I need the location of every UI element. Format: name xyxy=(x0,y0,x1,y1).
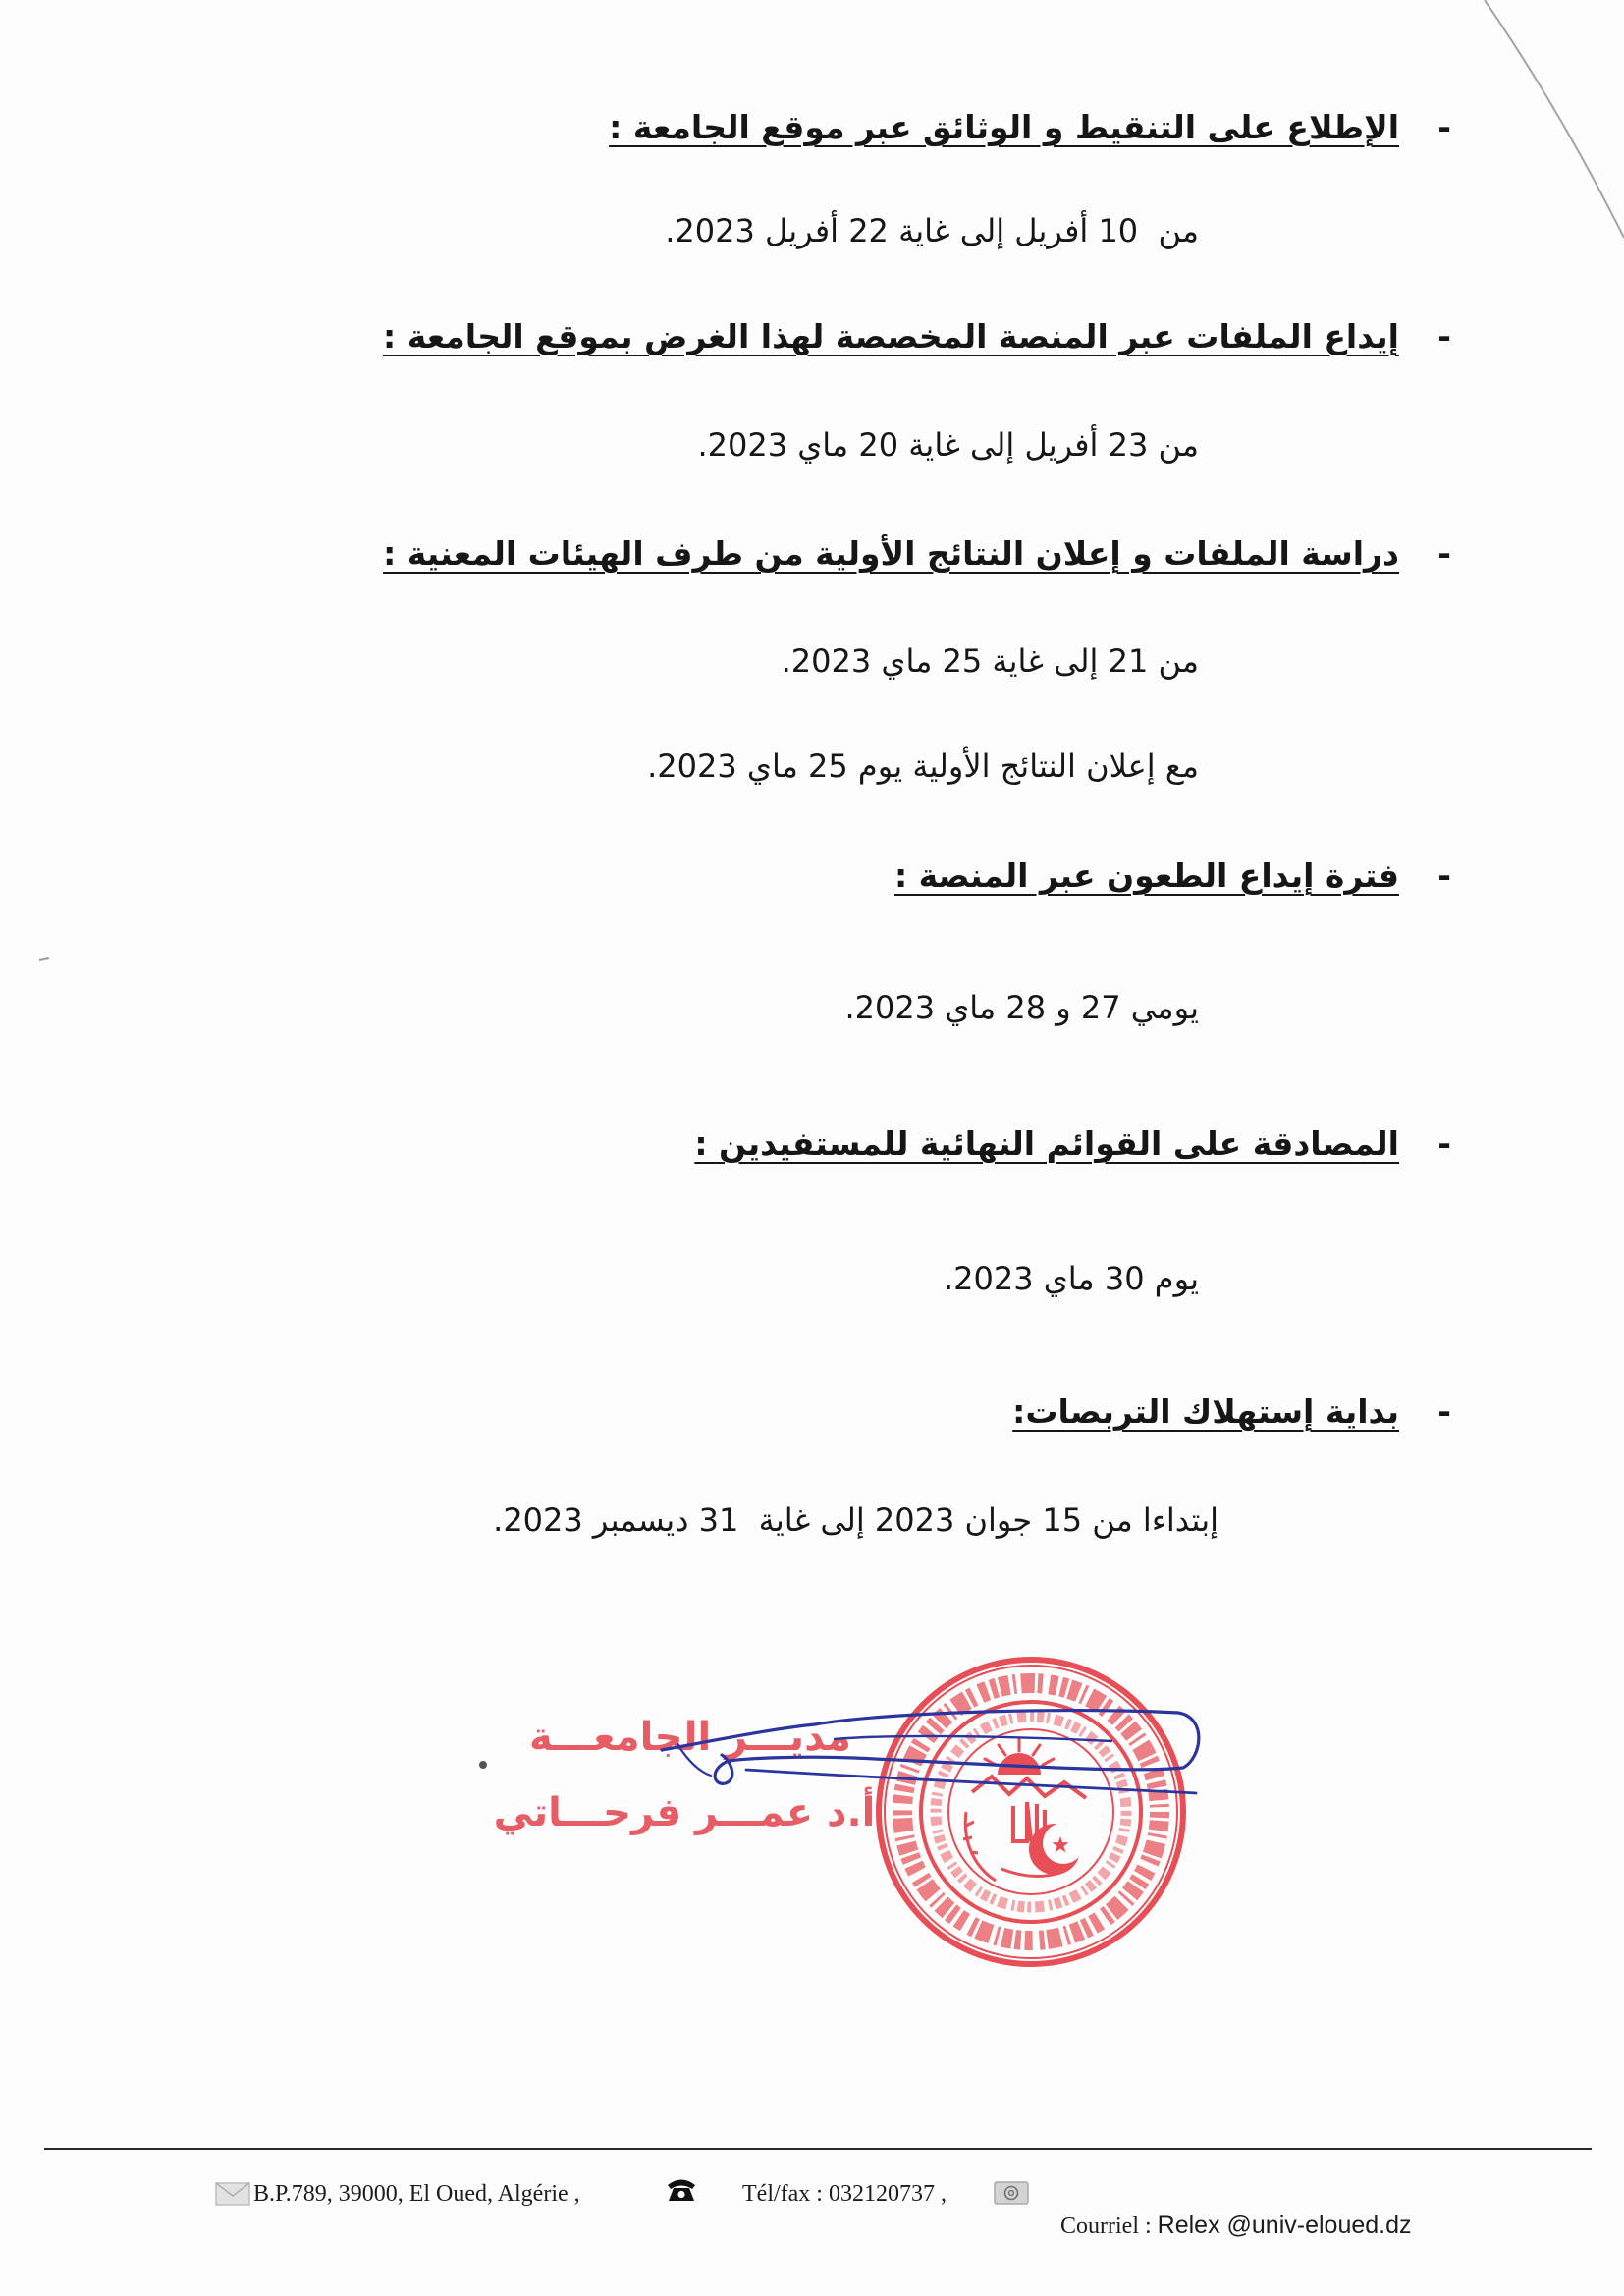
section-4-heading: فترة إيداع الطعون عبر المنصة : xyxy=(893,856,1399,895)
scan-speck xyxy=(39,958,49,960)
footer-tel-fax: Tél/fax : 032120737 , xyxy=(742,2181,947,2207)
scan-fold-line xyxy=(1485,0,1624,238)
bullet-dash: - xyxy=(1437,108,1451,146)
bullet-dash: - xyxy=(1437,1393,1451,1431)
stamp-name: أ.د عمـــر فرحـــاتي xyxy=(493,1790,876,1835)
seal-hand xyxy=(1013,1802,1045,1841)
bullet-dash: - xyxy=(1437,856,1451,895)
seal-outer-ring-thin xyxy=(885,1666,1177,1958)
seal-star xyxy=(1052,1836,1068,1852)
seal-base-line xyxy=(1001,1869,1060,1876)
telephone-icon xyxy=(666,2176,697,2202)
section-2-date-line: من 23 أفريل إلى غاية 20 ماي 2023. xyxy=(697,426,1199,464)
scan-speck xyxy=(479,1761,487,1769)
section-5-date-line: يوم 30 ماي 2023. xyxy=(943,1260,1199,1297)
seal-olive-branch xyxy=(963,1812,996,1881)
section-5-heading: المصادقة على القوائم النهائية للمستفيدين : xyxy=(694,1124,1399,1163)
section-3-date-line: من 21 إلى غاية 25 ماي 2023. xyxy=(781,642,1199,680)
seal-outer-ring xyxy=(879,1660,1183,1964)
seal-crescent xyxy=(1029,1824,1080,1875)
seal-emblem-border xyxy=(948,1729,1113,1894)
footer-email: Relex @univ-eloued.dz xyxy=(1157,2212,1412,2239)
bullet-dash: - xyxy=(1437,1124,1451,1163)
seal-mountains xyxy=(972,1777,1086,1798)
section-6-date-line: إبتداءا من 15 جوان 2023 إلى غاية 31 ديسمبر 2023. xyxy=(493,1502,1218,1539)
footer-address: B.P.789, 39000, El Oued, Algérie , xyxy=(253,2181,580,2207)
section-2-heading: إيداع الملفات عبر المنصة المخصصة لهذا الغرض بموقع الجامعة : xyxy=(383,317,1399,355)
email-icon xyxy=(994,2180,1029,2206)
section-3-heading: دراسة الملفات و إعلان النتائج الأولية من طرف الهيئات المعنية : xyxy=(383,534,1399,573)
footer-divider xyxy=(44,2148,1592,2150)
section-6-heading: بداية إستهلاك التربصات: xyxy=(1012,1393,1399,1431)
bullet-dash: - xyxy=(1437,534,1451,573)
seal-sun xyxy=(985,1739,1054,1775)
footer-email-label: Courriel : xyxy=(1060,2214,1158,2239)
seal-inner-lettering xyxy=(936,1717,1126,1907)
section-1-heading: الإطلاع على التنقيط و الوثائق عبر موقع الجامعة : xyxy=(609,108,1399,146)
seal-outer-lettering xyxy=(902,1683,1160,1941)
stamp-title: مديـــر الجامعـــة xyxy=(529,1715,851,1760)
section-4-date-line: يومي 27 و 28 ماي 2023. xyxy=(844,989,1199,1026)
section-3-results-line: مع إعلان النتائج الأولية يوم 25 ماي 2023. xyxy=(647,747,1199,785)
section-1-date-line: من 10 أفريل إلى غاية 22 أفريل 2023. xyxy=(665,212,1199,249)
footer-email-block xyxy=(1037,2178,1412,2273)
official-seal xyxy=(879,1660,1183,1964)
bullet-dash: - xyxy=(1437,317,1451,355)
seal-inner-ring xyxy=(921,1702,1141,1922)
envelope-icon xyxy=(215,2181,250,2207)
